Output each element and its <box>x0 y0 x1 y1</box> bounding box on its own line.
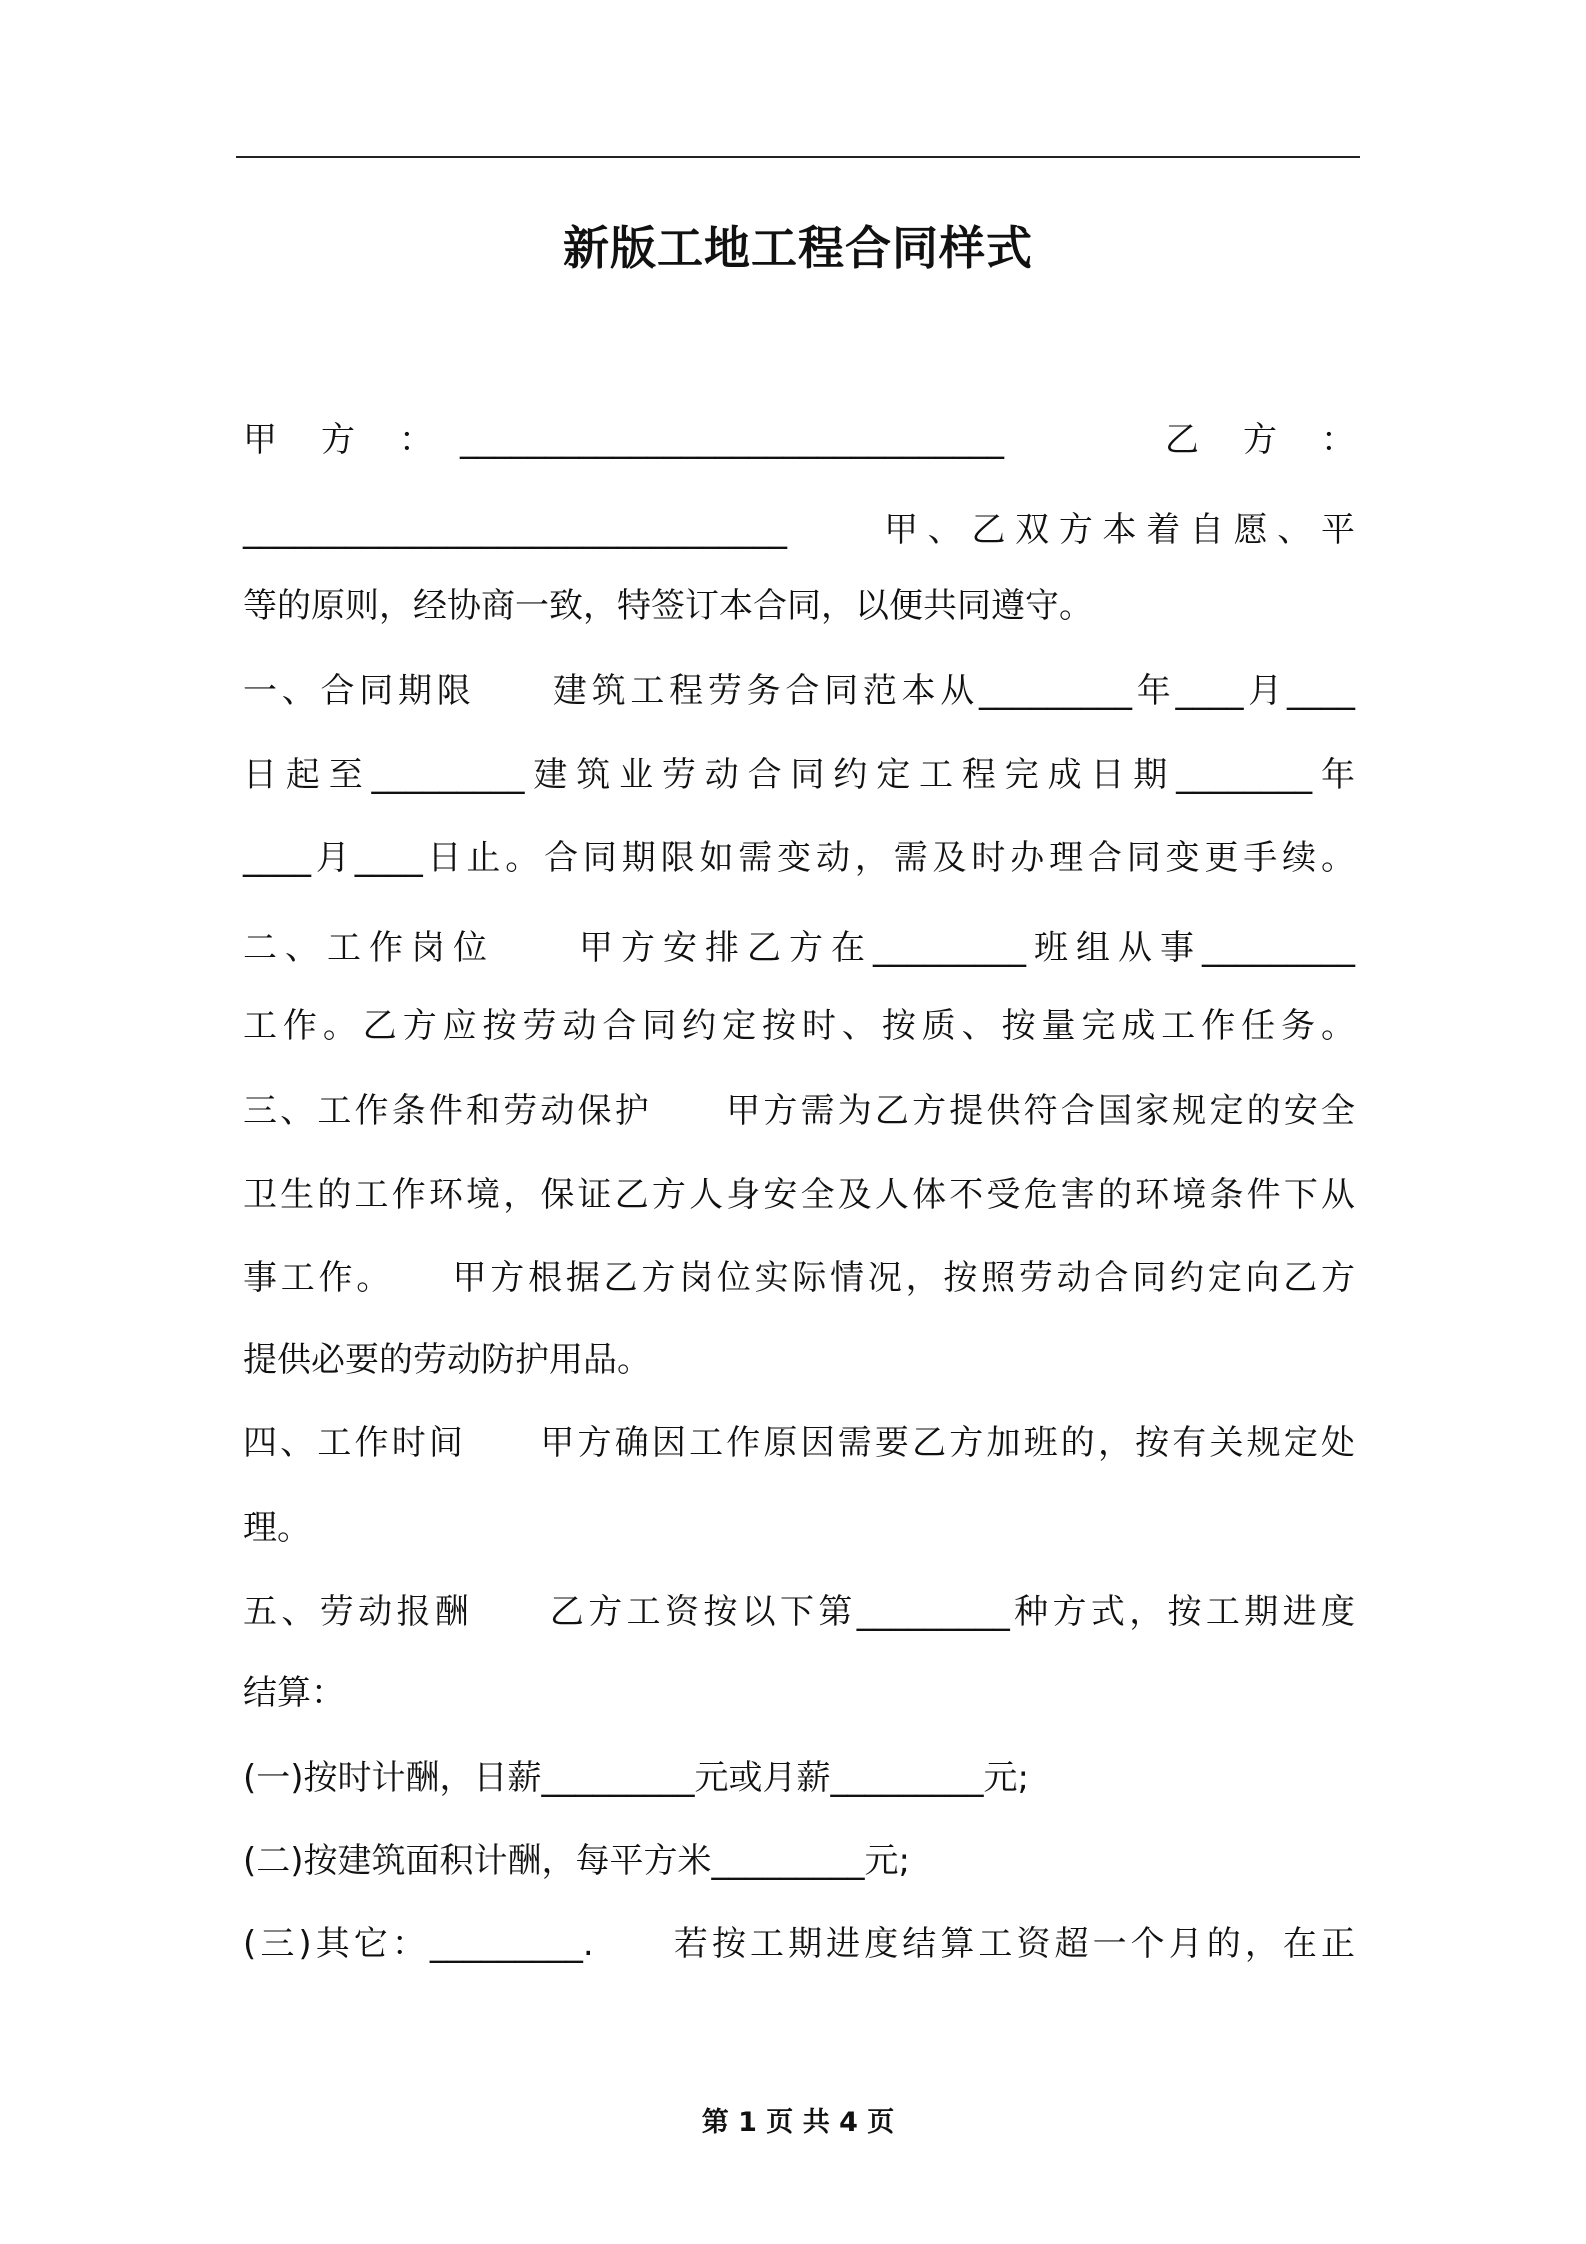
paragraph-line: 提供必要的劳动防护用品。 <box>243 1340 651 1380</box>
paragraph-line: ________________________________ 甲、乙双方本着自愿、平 <box>243 510 1355 550</box>
page-footer: 第 1 页 共 4 页 <box>701 2107 895 2138</box>
paragraph-line: 工作。乙方应按劳动合同约定按时、按质、按量完成工作任务。 <box>243 1006 1355 1046</box>
paragraph-line: 四、工作时间 甲方确因工作原因需要乙方加班的，按有关规定处 <box>243 1423 1355 1463</box>
paragraph-line: (二)按建筑面积计酬，每平方米_________元; <box>243 1841 910 1881</box>
paragraph-line: ____月____日止。合同期限如需变动，需及时办理合同变更手续。 <box>243 838 1355 878</box>
paragraph-line: 结算： <box>243 1673 345 1713</box>
paragraph-line: 二、工作岗位 甲方安排乙方在_________班组从事_________ <box>243 928 1355 968</box>
document-title: 新版工地工程合同样式 <box>563 221 1033 275</box>
paragraph-line: 卫生的工作环境，保证乙方人身安全及人体不受危害的环境条件下从 <box>243 1175 1355 1215</box>
header-rule <box>236 156 1360 158</box>
paragraph-line: 理。 <box>243 1508 311 1548</box>
paragraph-line: 三、工作条件和劳动保护 甲方需为乙方提供符合国家规定的安全 <box>243 1091 1355 1131</box>
paragraph-line: (三)其它：_________. 若按工期进度结算工资超一个月的，在正 <box>243 1924 1355 1964</box>
paragraph-line: (一)按时计酬，日薪_________元或月薪_________元; <box>243 1758 1029 1798</box>
paragraph-line: 一、合同期限 建筑工程劳务合同范本从_________年____月____ <box>243 671 1355 711</box>
paragraph-line: 五、劳动报酬 乙方工资按以下第_________种方式，按工期进度 <box>243 1592 1355 1632</box>
paragraph-line: 日起至_________建筑业劳动合同约定工程完成日期________年 <box>243 755 1355 795</box>
paragraph-line: 甲 方 ： ________________________________ 乙 方 ： <box>243 420 1355 460</box>
paragraph-line: 事工作。 甲方根据乙方岗位实际情况，按照劳动合同约定向乙方 <box>243 1258 1355 1298</box>
paragraph-line: 等的原则，经协商一致，特签订本合同，以便共同遵守。 <box>243 586 1093 626</box>
